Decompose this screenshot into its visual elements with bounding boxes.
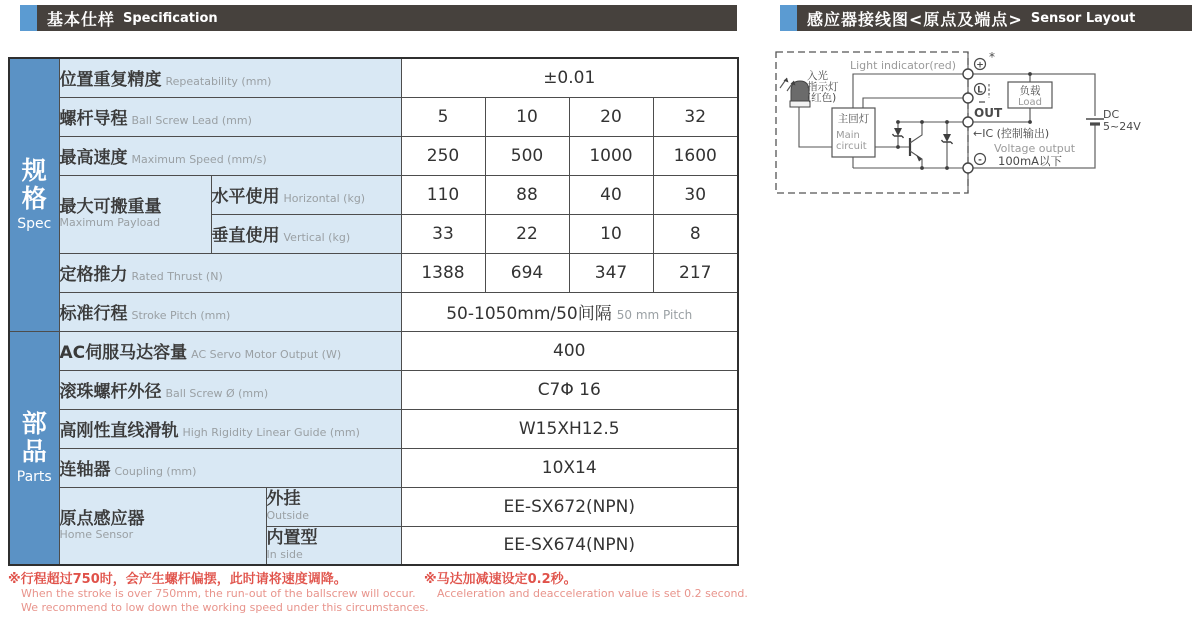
led-wire (799, 107, 832, 147)
load-label-en: Load (1018, 97, 1042, 108)
cell-coupling-label: 连轴器 Coupling (mm) (59, 448, 401, 487)
cell-speed-v1: 250 (401, 136, 485, 175)
minus-symbol-text: - (978, 155, 982, 166)
main-circuit-label-en2: circuit (836, 141, 867, 152)
cell-speed-v3: 1000 (569, 136, 653, 175)
footnote-stroke-warning (8, 572, 429, 615)
light-indicator-label: Light indicator(red) (850, 59, 956, 72)
cell-guide-label: 高刚性直线滑轨 High Rigidity Linear Guide (mm) (59, 409, 401, 448)
junction-dot (945, 120, 949, 124)
zener-diode-icon (943, 134, 951, 142)
cell-motor-value: 400 (401, 331, 738, 370)
footnote-zh: ※行程超过750时，会产生螺杆偏摆，此时请将速度调降。 (8, 572, 347, 587)
footnote-en: We recommend to low down the working speed under this circumstances. (21, 601, 429, 614)
header-accent-square (20, 5, 37, 31)
footnote-acceleration (424, 572, 748, 601)
cell-thrust-v1: 1388 (401, 253, 485, 292)
terminal-minus (963, 163, 973, 173)
cell-thrust-v4: 217 (653, 253, 738, 292)
junction-dot (945, 166, 949, 170)
specification-table (8, 57, 739, 566)
terminal-plus (963, 69, 973, 79)
junction-dot (896, 120, 900, 124)
light-label-zh2: 指示灯 (807, 81, 839, 93)
zener-diode-icon (894, 128, 902, 136)
cell-payload-horizontal-label: 水平使用 Horizontal (kg) (211, 175, 401, 214)
cell-thrust-label: 定格推力 Rated Thrust (N) (59, 253, 401, 292)
transistor-legs (910, 122, 922, 168)
terminal-out (963, 117, 973, 127)
cell-speed-label: 最高速度 Maximum Speed (mm/s) (59, 136, 401, 175)
sensor-header-title-en: Sensor Layout (1030, 10, 1136, 26)
section-label-zh: 规格 (21, 156, 47, 214)
spec-header-title-en: Specification (123, 10, 218, 26)
load-label-zh: 负载 (1019, 85, 1041, 97)
current-limit-label: 100mA以下 (998, 154, 1063, 168)
cell-vertical-v1: 33 (401, 214, 485, 253)
l-symbol-text: L (977, 85, 983, 96)
cell-home-sensor-label: 原点感应器 Home Sensor (59, 487, 266, 565)
star-mark: * (989, 50, 995, 64)
footnote-en: When the stroke is over 750mm, the run-out of the ballscrew will occur. (21, 587, 416, 600)
cell-repeatability-value: ±0.01 (401, 58, 738, 97)
junction-dot (1028, 120, 1032, 124)
out-label: OUT (974, 106, 1003, 120)
cell-vertical-v4: 8 (653, 214, 738, 253)
section-label-en: Parts (16, 469, 52, 486)
table-row (9, 97, 738, 136)
header-bar (37, 5, 737, 31)
cell-vertical-v2: 22 (485, 214, 569, 253)
table-row (9, 409, 738, 448)
dc-label: DC (1103, 108, 1120, 121)
light-label-zh1: 入光 (807, 70, 828, 82)
table-row (9, 370, 738, 409)
cell-screw-dia-value: C7Φ 16 (401, 370, 738, 409)
cell-horizontal-v4: 30 (653, 175, 738, 214)
cell-stroke-label: 标准行程 Stroke Pitch (mm) (59, 292, 401, 331)
junction-dot (1028, 72, 1032, 76)
section-cell-parts (9, 331, 59, 565)
table-row (9, 175, 738, 214)
header-bar (797, 5, 1192, 31)
header-accent-square (780, 5, 797, 31)
table-row (9, 331, 738, 370)
plus-symbol-text: + (976, 60, 984, 71)
cell-screw-dia-label: 滚珠螺杆外径 Ball Screw Ø (mm) (59, 370, 401, 409)
ic-output-label: ←IC (控制输出) (973, 127, 1050, 140)
cell-lead-v3: 20 (569, 97, 653, 136)
junction-dot (896, 145, 900, 149)
main-circuit-label-zh: 主回灯 (837, 113, 870, 125)
sensor-layout-header (780, 5, 1192, 31)
cell-lead-v1: 5 (401, 97, 485, 136)
terminal-l (963, 93, 973, 103)
cell-thrust-v2: 694 (485, 253, 569, 292)
cell-repeatability-label: 位置重复精度 Repeatability (mm) (59, 58, 401, 97)
cell-sensor-inside-value: EE-SX674(NPN) (401, 526, 738, 565)
table-row (9, 253, 738, 292)
table-row (9, 58, 738, 97)
cell-horizontal-v2: 88 (485, 175, 569, 214)
cell-horizontal-v1: 110 (401, 175, 485, 214)
cell-payload-label: 最大可搬重量 Maximum Payload (59, 175, 211, 253)
cell-stroke-value: 50-1050mm/50间隔 50 mm Pitch (401, 292, 738, 331)
cell-lead-label: 螺杆导程 Ball Screw Lead (mm) (59, 97, 401, 136)
dc-voltage-label: 5~24V (1103, 120, 1141, 133)
cell-horizontal-v3: 40 (569, 175, 653, 214)
cell-speed-v2: 500 (485, 136, 569, 175)
main-circuit-label-en1: Main (836, 130, 860, 141)
sensor-header-title-zh: 感应器接线图<原点及端点> (807, 9, 1023, 29)
footnote-zh: ※马达加减速设定0.2秒。 (424, 572, 577, 587)
section-label-en: Spec (17, 216, 52, 233)
cell-motor-label: AC伺服马达容量 AC Servo Motor Output (W) (59, 331, 401, 370)
sensor-wiring-diagram (770, 40, 1200, 200)
cell-sensor-outside-label: 外挂 Outside (266, 487, 401, 526)
table-row (9, 448, 738, 487)
table-row (9, 136, 738, 175)
cell-sensor-inside-label: 内置型 In side (266, 526, 401, 565)
junction-dot (920, 120, 924, 124)
table-row (9, 292, 738, 331)
voltage-output-label: Voltage output (994, 142, 1076, 155)
light-label-zh3: (红色) (807, 92, 837, 104)
cell-speed-v4: 1600 (653, 136, 738, 175)
spec-section-header (20, 5, 737, 31)
cell-thrust-v3: 347 (569, 253, 653, 292)
cell-lead-v2: 10 (485, 97, 569, 136)
section-cell-spec (9, 58, 59, 331)
cell-guide-value: W15XH12.5 (401, 409, 738, 448)
cell-lead-v4: 32 (653, 97, 738, 136)
table-row (9, 487, 738, 526)
spec-header-title-zh: 基本仕样 (47, 9, 116, 29)
cell-sensor-outside-value: EE-SX672(NPN) (401, 487, 738, 526)
cell-vertical-v3: 10 (569, 214, 653, 253)
cell-payload-vertical-label: 垂直使用 Vertical (kg) (211, 214, 401, 253)
junction-dot (920, 166, 924, 170)
cell-coupling-value: 10X14 (401, 448, 738, 487)
footnote-en: Acceleration and deacceleration value is set 0.2 second. (437, 587, 748, 600)
section-label-zh: 部品 (21, 409, 47, 467)
